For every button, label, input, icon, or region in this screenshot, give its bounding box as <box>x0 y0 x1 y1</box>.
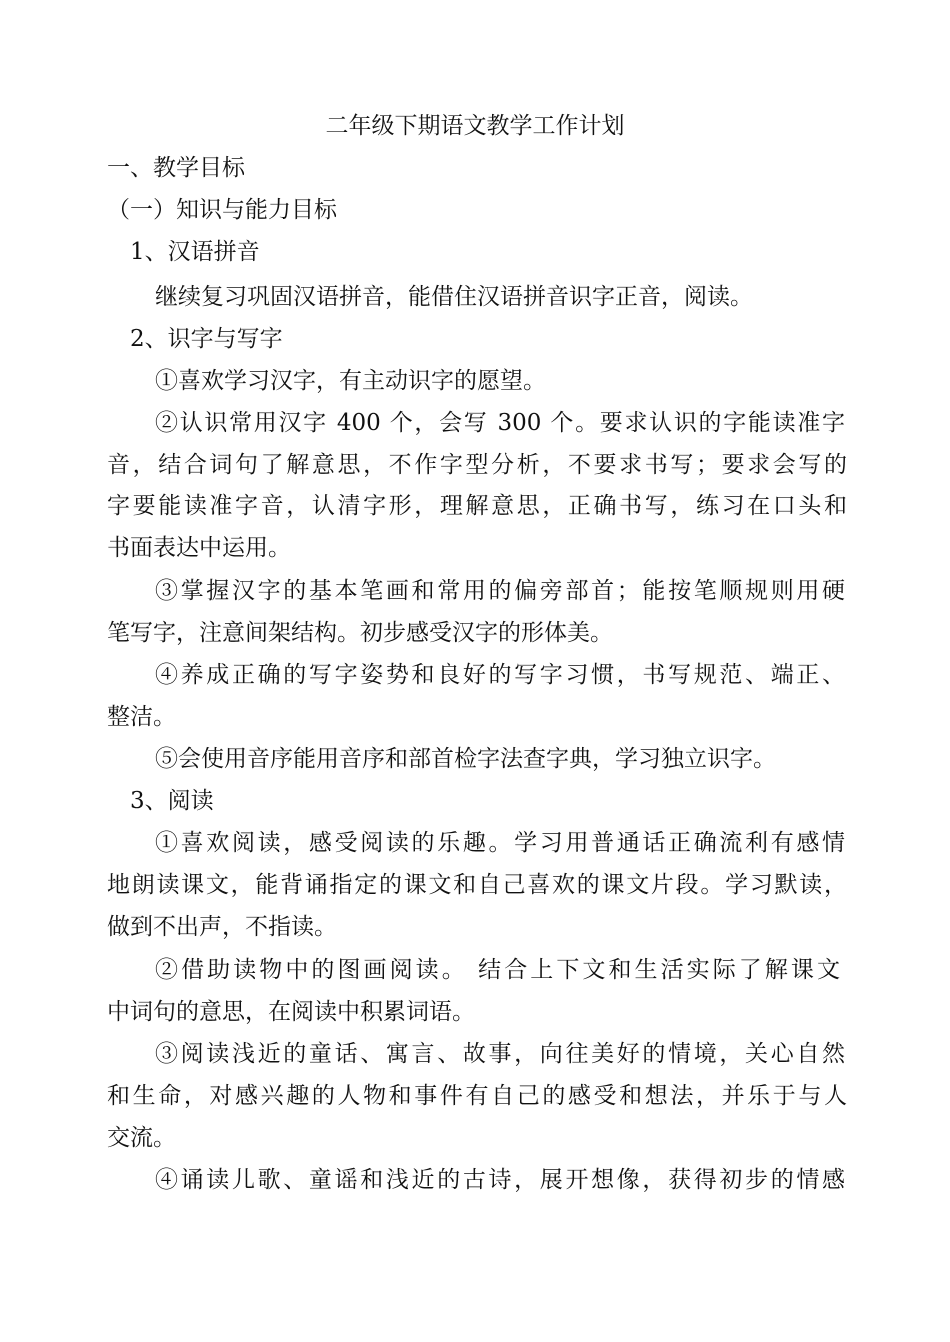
paragraph-line: 音，结合词句了解意思，不作字型分析，不要求书写；要求会写的 <box>107 452 847 478</box>
paragraph-line: 整洁。 <box>107 704 176 730</box>
paragraph-line: 书面表达中运用。 <box>107 535 291 561</box>
item-heading: 2、识字与写字 <box>130 326 283 352</box>
paragraph-line: ④养成正确的写字姿势和良好的写字习惯，书写规范、端正、 <box>155 662 845 688</box>
item-heading: 1、汉语拼音 <box>130 239 260 265</box>
paragraph-line: 笔写字，注意间架结构。初步感受汉字的形体美。 <box>107 620 613 646</box>
paragraph-line: 中词句的意思，在阅读中积累词语。 <box>107 999 475 1025</box>
paragraph-line: 地朗读课文，能背诵指定的课文和自己喜欢的课文片段。学习默读， <box>107 872 847 898</box>
paragraph-line: ②认识常用汉字 400 个，会写 300 个。要求认识的字能读准字 <box>155 410 845 436</box>
paragraph-line: ⑤会使用音序能用音序和部首检字法查字典，学习独立识字。 <box>155 746 776 772</box>
paragraph-line: ①喜欢学习汉字，有主动识字的愿望。 <box>155 368 546 394</box>
paragraph-line: ④诵读儿歌、童谣和浅近的古诗，展开想像，获得初步的情感 <box>155 1167 845 1193</box>
document-title: 二年级下期语文教学工作计划 <box>325 113 625 139</box>
paragraph-line: 和生命，对感兴趣的人物和事件有自己的感受和想法，并乐于与人 <box>107 1083 847 1109</box>
paragraph-line: ①喜欢阅读，感受阅读的乐趣。学习用普通话正确流利有感情 <box>155 830 845 856</box>
subsection-heading: （一）知识与能力目标 <box>107 197 337 223</box>
paragraph-line: 做到不出声，不指读。 <box>107 914 337 940</box>
paragraph-line: ②借助读物中的图画阅读。 结合上下文和生活实际了解课文 <box>155 957 840 983</box>
item-heading: 3、阅读 <box>130 788 214 814</box>
paragraph-line: 字要能读准字音，认清字形，理解意思，正确书写，练习在口头和 <box>107 493 847 519</box>
paragraph-line: 继续复习巩固汉语拼音，能借住汉语拼音识字正音，阅读。 <box>155 284 753 310</box>
paragraph-line: ③阅读浅近的童话、寓言、故事，向往美好的情境，关心自然 <box>155 1041 845 1067</box>
paragraph-line: ③掌握汉字的基本笔画和常用的偏旁部首；能按笔顺规则用硬 <box>155 578 845 604</box>
section-heading: 一、教学目标 <box>107 155 245 181</box>
paragraph-line: 交流。 <box>107 1125 176 1151</box>
